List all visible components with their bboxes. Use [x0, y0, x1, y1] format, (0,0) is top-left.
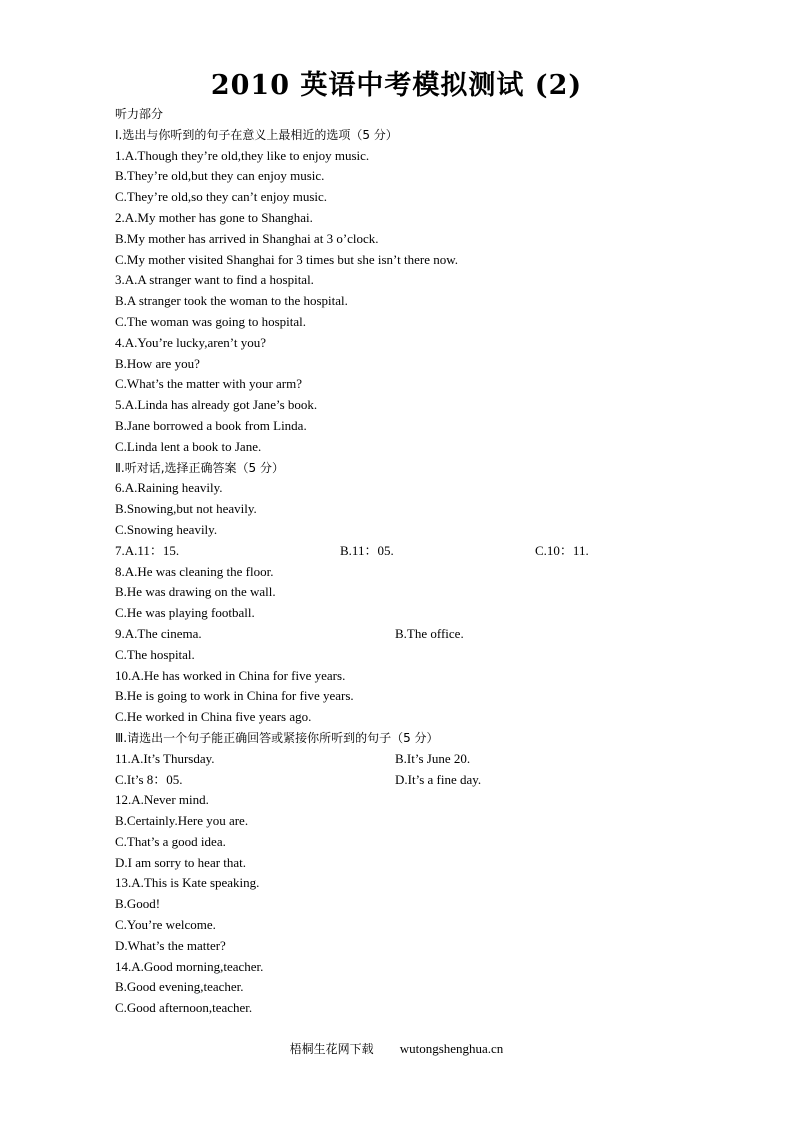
question-line: D.I am sorry to hear that. — [115, 854, 247, 870]
option-b: B.It’s June 20. — [395, 750, 471, 766]
question-line: 6.A.Raining heavily. — [115, 480, 223, 496]
question-line: B.My mother has arrived in Shanghai at 3 o’clock. — [115, 230, 379, 246]
question-line: C.That’s a good idea. — [115, 833, 226, 849]
part-3-heading: Ⅲ.请选出一个句子能正确回答或紧接你所听到的句子（5 分） — [115, 730, 439, 745]
option-c: C.10：11. — [535, 542, 589, 558]
question-line: B.He was drawing on the wall. — [115, 584, 276, 600]
question-line: 2.A.My mother has gone to Shanghai. — [115, 209, 313, 225]
question-line: C.What’s the matter with your arm? — [115, 376, 303, 392]
question-line: B.Jane borrowed a book from Linda. — [115, 417, 307, 433]
option-c: C.It’s 8：05. — [115, 771, 183, 787]
question-line: D.What’s the matter? — [115, 937, 226, 953]
question-line: 8.A.He was cleaning the floor. — [115, 563, 274, 579]
question-line: 5.A.Linda has already got Jane’s book. — [115, 397, 318, 413]
option-a: 7.A.11：15. — [115, 542, 180, 558]
option-b: B.11：05. — [340, 542, 394, 558]
question-line: B.He is going to work in China for five years. — [115, 688, 354, 704]
question-line: 4.A.You’re lucky,aren’t you? — [115, 334, 267, 350]
question-11-row-2 — [115, 770, 615, 791]
question-11-row-1 — [115, 749, 615, 770]
option-b: B.The office. — [395, 625, 464, 641]
question-line: B.Good! — [115, 896, 161, 912]
question-line: C.He worked in China five years ago. — [115, 709, 312, 725]
part-1-heading: Ⅰ.选出与你听到的句子在意义上最相近的选项（5 分） — [115, 127, 398, 142]
question-line: C.My mother visited Shanghai for 3 times but she isn’t there now. — [115, 251, 459, 267]
question-line: B.Certainly.Here you are. — [115, 813, 249, 829]
part-2-heading: Ⅱ.听对话,选择正确答案（5 分） — [115, 460, 284, 475]
question-line: 14.A.Good morning,teacher. — [115, 958, 264, 974]
question-line: B.They’re old,but they can enjoy music. — [115, 168, 325, 184]
question-line: C.The hospital. — [115, 646, 195, 662]
question-line: 1.A.Though they’re old,they like to enjoy music. — [115, 147, 370, 163]
option-a: 9.A.The cinema. — [115, 625, 202, 641]
question-line: B.How are you? — [115, 355, 200, 371]
part-1-questions — [115, 146, 615, 458]
question-line: C.You’re welcome. — [115, 917, 216, 933]
question-7-row — [115, 541, 615, 562]
footer-site-url: wutongshenghua.cn — [399, 1041, 504, 1056]
part-3-questions — [115, 749, 615, 1019]
option-d: D.It’s a fine day. — [395, 771, 482, 787]
section-label: 听力部分 — [115, 107, 164, 121]
question-line: C.Snowing heavily. — [115, 521, 218, 537]
question-line: C.Linda lent a book to Jane. — [115, 438, 262, 454]
question-line: B.A stranger took the woman to the hospital. — [115, 293, 348, 309]
question-line: B.Snowing,but not heavily. — [115, 501, 257, 517]
question-line: C.They’re old,so they can’t enjoy music. — [115, 189, 328, 205]
document-body — [115, 104, 615, 1019]
question-line: C.Good afternoon,teacher. — [115, 1000, 253, 1016]
footer-site-name: 梧桐生花网下载 — [289, 1042, 374, 1056]
question-line: 10.A.He has worked in China for five years. — [115, 667, 346, 683]
question-line: C.The woman was going to hospital. — [115, 313, 307, 329]
question-line: 3.A.A stranger want to find a hospital. — [115, 272, 314, 288]
part-2-questions — [115, 478, 615, 728]
question-line: 12.A.Never mind. — [115, 792, 209, 808]
question-line: C.He was playing football. — [115, 605, 255, 621]
page-title: 2010 英语中考模拟测试 (2) — [210, 70, 583, 101]
question-line: 13.A.This is Kate speaking. — [115, 875, 260, 891]
option-a: 11.A.It’s Thursday. — [115, 750, 215, 766]
page-footer — [0, 1039, 793, 1059]
question-9-row — [115, 624, 615, 645]
question-line: B.Good evening,teacher. — [115, 979, 244, 995]
